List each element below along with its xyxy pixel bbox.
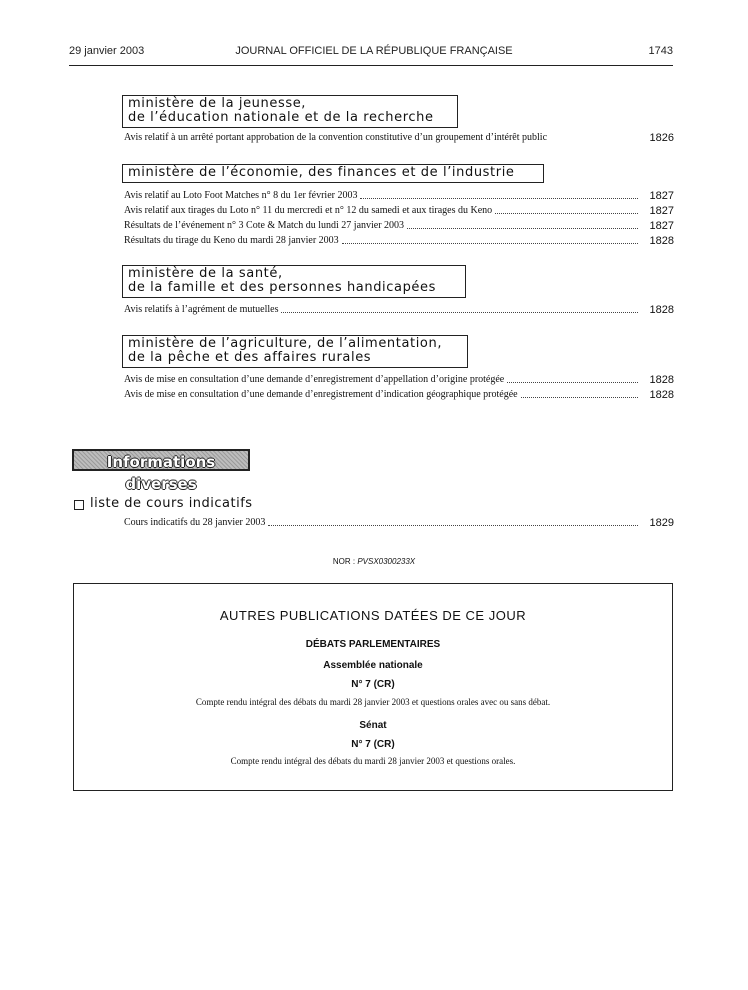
list-item[interactable] (124, 219, 674, 233)
entry-page: 1827 (649, 205, 674, 217)
entry-text: Résultats du tirage du Keno du mardi 28 janvier 2003 (124, 235, 339, 246)
senat-title: Sénat (359, 720, 387, 731)
entry-page: 1827 (649, 190, 674, 202)
entry-text: Avis relatif aux tirages du Loto n° 11 du mercredi et n° 12 du samedi et aux tirages du Keno (124, 205, 493, 216)
publications-subtitle: DÉBATS PARLEMENTAIRES (305, 639, 441, 650)
entry-page: 1828 (649, 374, 674, 386)
leader-dots (360, 198, 638, 199)
informations-banner: Informations diverses (72, 449, 250, 471)
nor-code: PVSX0300233X (357, 557, 416, 566)
checkbox-square-icon (74, 500, 84, 510)
nor-reference (0, 557, 748, 566)
entry-text: Cours indicatifs du 28 janvier 2003 (124, 517, 266, 528)
section-title-sante (122, 265, 466, 298)
section-title-jeunesse (122, 95, 458, 128)
list-item[interactable] (124, 303, 674, 317)
entry-page: 1828 (649, 304, 674, 316)
leader-dots (521, 397, 638, 398)
section-title-line: de la famille et des personnes handicapées (128, 280, 436, 295)
leader-dots (342, 243, 638, 244)
journal-title: JOURNAL OFFICIEL DE LA RÉPUBLIQUE FRANÇAISE (235, 45, 513, 57)
entry-text: Avis de mise en consultation d’une demande d’enregistrement d’appellation d’origine protégée (124, 374, 505, 385)
header-page-number: 1743 (648, 45, 673, 57)
assemblee-title: Assemblée nationale (323, 660, 423, 671)
publications-title: AUTRES PUBLICATIONS DATÉES DE CE JOUR (219, 608, 527, 623)
entry-page: 1828 (649, 235, 674, 247)
senat-description: Compte rendu intégral des débats du mardi 28 janvier 2003 et questions orales. (230, 756, 516, 766)
leader-dots (407, 228, 638, 229)
leader-dots (281, 312, 638, 313)
section-title-line: ministère de la santé, (128, 266, 283, 281)
header-divider (69, 65, 673, 66)
leader-dots (495, 213, 638, 214)
entry-text: Avis relatif au Loto Foot Matches n° 8 du 1er février 2003 (124, 190, 358, 201)
list-title: liste de cours indicatifs (90, 496, 253, 511)
section-title-line: ministère de l’économie, des finances et de l’industrie (128, 165, 515, 180)
list-item[interactable] (124, 234, 674, 248)
entry-page: 1826 (649, 132, 674, 144)
senat-number: N° 7 (CR) (351, 739, 395, 750)
header-date: 29 janvier 2003 (69, 45, 145, 57)
section-title-line: de l’éducation nationale et de la recherche (128, 110, 434, 125)
list-item[interactable] (124, 189, 674, 203)
assemblee-description: Compte rendu intégral des débats du mardi 28 janvier 2003 et questions orales avec ou sans débat. (195, 697, 551, 707)
section-title-line: ministère de la jeunesse, (128, 96, 307, 111)
section-title-line: ministère de l’agriculture, de l’alimentation, (128, 336, 443, 351)
publications-box (73, 583, 673, 791)
assemblee-number: N° 7 (CR) (351, 679, 395, 690)
entry-text: Résultats de l’événement n° 3 Cote & Match du lundi 27 janvier 2003 (124, 220, 405, 231)
list-item[interactable] (124, 373, 674, 387)
entry-text: Avis de mise en consultation d’une demande d’enregistrement d’indication géographique protégée (124, 389, 518, 400)
list-item[interactable] (124, 516, 674, 530)
entry-page: 1829 (649, 517, 674, 529)
nor-label: NOR : (332, 557, 356, 566)
entry-page: 1828 (649, 389, 674, 401)
list-item[interactable] (124, 131, 674, 145)
entry-text: Avis relatif à un arrêté portant approbation de la convention constitutive d’un groupement d’intérêt public (124, 132, 548, 143)
section-title-agriculture (122, 335, 468, 368)
list-item[interactable] (124, 388, 674, 402)
list-item[interactable] (124, 204, 674, 218)
section-title-line: de la pêche et des affaires rurales (128, 350, 372, 365)
section-title-economie (122, 164, 544, 183)
entry-page: 1827 (649, 220, 674, 232)
leader-dots (268, 525, 638, 526)
entry-text: Avis relatifs à l’agrément de mutuelles (124, 304, 279, 315)
leader-dots (507, 382, 638, 383)
